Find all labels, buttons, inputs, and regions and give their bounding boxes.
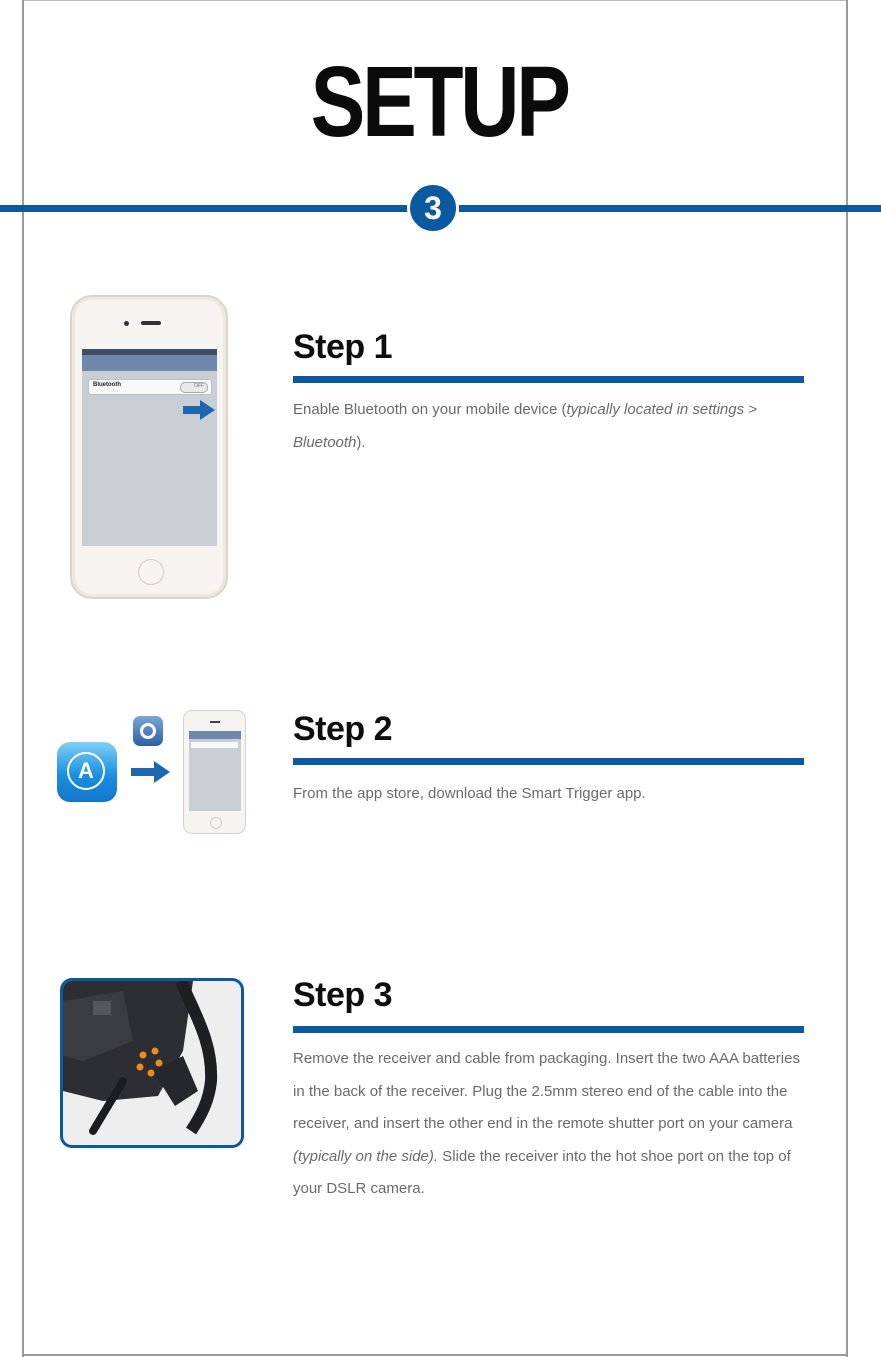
step-3-text <box>293 1043 805 1206</box>
bluetooth-toggle <box>180 382 208 393</box>
bluetooth-toggle-label: OFF <box>194 383 204 389</box>
page-border-bottom <box>22 1354 848 1356</box>
page-border-left <box>22 0 24 1357</box>
step-1-text-part: Enable Bluetooth on your mobile device ( <box>293 401 567 418</box>
bluetooth-setting-label: Bluetooth <box>93 382 121 388</box>
app-store-icon <box>57 742 117 802</box>
step-3-heading: Step 3 <box>293 976 393 1014</box>
step-3-text-part: Remove the receiver and cable from packaging. Insert the two AAA batteries in the back of the receiver. Plug the 2.5mm stereo end of the cable into the receiver, and insert the other end in the remote shutter port on your camera <box>293 1050 800 1132</box>
smart-trigger-app-ring <box>140 723 156 739</box>
section-number-badge: 3 <box>407 182 459 234</box>
smart-trigger-app-icon <box>133 716 163 746</box>
app-store-glyph: A <box>67 752 105 790</box>
step-1-text-italic: typically located in settings > Bluetooth <box>293 401 758 451</box>
phone-screen <box>82 349 217 546</box>
step-1-rule <box>293 376 804 383</box>
phone-screen <box>189 731 241 811</box>
phone-setting-row <box>191 742 238 748</box>
smart-trigger-phone <box>183 710 246 834</box>
step-2-text <box>293 778 808 811</box>
phone-nav-bar <box>189 731 241 739</box>
step-1-heading: Step 1 <box>293 328 393 366</box>
page-border-right <box>846 0 848 1357</box>
arrow-right-icon <box>183 400 215 420</box>
step-1-text-part: ). <box>356 433 366 451</box>
step-2-text-part: From the app store, download the Smart Trigger app. <box>293 785 646 802</box>
page-border-top <box>22 0 848 1</box>
page-title: SETUP <box>310 46 568 158</box>
step-3-rule <box>293 1026 804 1033</box>
camera-receiver-illustration <box>63 981 241 1145</box>
bluetooth-settings-phone <box>70 295 228 599</box>
phone-nav-bar <box>82 355 217 371</box>
step-1-text <box>293 394 798 459</box>
bluetooth-setting-row <box>88 379 212 395</box>
step-3-text-italic: (typically on the side). <box>293 1147 439 1165</box>
step-3-text-part: Slide the receiver into the hot shoe port on the top of your DSLR camera. <box>293 1147 791 1197</box>
phone-home-button <box>138 559 164 585</box>
phone-speaker <box>210 721 220 723</box>
step-2-rule <box>293 758 804 765</box>
step-2-heading: Step 2 <box>293 710 393 748</box>
phone-home-button <box>210 817 222 829</box>
phone-speaker <box>141 321 161 325</box>
phone-camera <box>124 321 129 326</box>
camera-receiver-photo <box>60 978 244 1148</box>
arrow-right-icon <box>131 761 171 783</box>
